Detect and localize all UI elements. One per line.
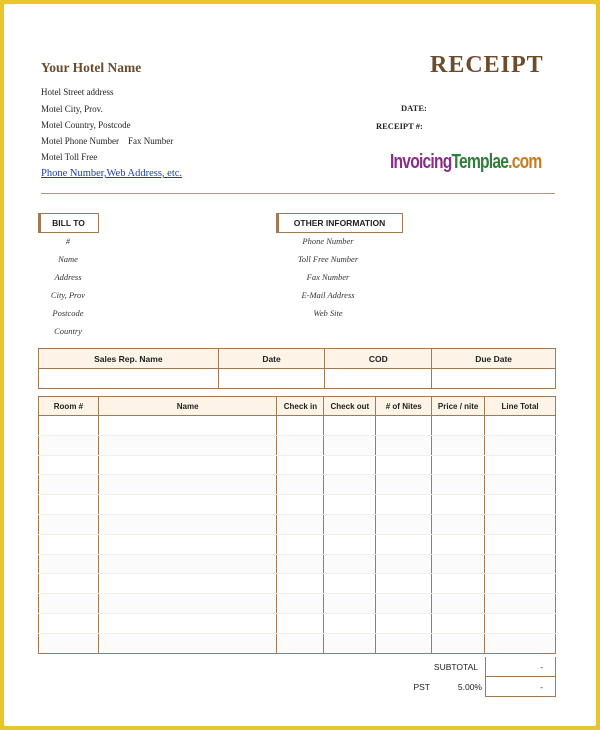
subtotal-cell [485,657,556,677]
due-date-cell[interactable] [432,369,556,389]
hotel-street-address: Hotel Street address [41,87,114,97]
table-row [39,574,556,594]
date-label: DATE: [401,103,427,113]
receipt-page [4,4,596,726]
table-row [39,435,556,455]
bill-to-country: Country [54,326,82,336]
pst-label: PST [413,682,430,692]
table-row [39,455,556,475]
logo-part-3: .com [508,151,542,173]
hotel-city: Motel City, Prov. [41,104,103,114]
cod-cell[interactable] [325,369,432,389]
table-row [39,534,556,554]
table-row [39,514,556,534]
receipt-title: RECEIPT [430,52,544,78]
logo-part-2: Templae [451,151,509,173]
pst-cell [485,677,556,697]
hotel-country-postcode: Motel Country, Postcode [41,120,131,130]
table-row [39,416,556,436]
invoicing-template-logo [390,151,541,174]
price-per-nite-header: Price / nite [432,397,485,416]
sales-date-header: Date [218,349,325,369]
other-fax-number: Fax Number [306,272,350,282]
other-information-header: OTHER INFORMATION [276,213,403,233]
subtotal-value: - [540,662,543,672]
check-out-header: Check out [324,397,376,416]
due-date-header: Due Date [432,349,556,369]
table-row [39,554,556,574]
receipt-number-label: RECEIPT #: [376,121,423,131]
nites-header: # of Nites [376,397,432,416]
hotel-phone-fax: Motel Phone Number Fax Number [41,136,174,146]
web-address-link[interactable]: Phone Number,Web Address, etc. [41,168,183,179]
item-name-header: Name [98,397,277,416]
table-row [39,613,556,633]
pst-rate: 5.00% [457,682,482,692]
hotel-toll-free: Motel Toll Free [41,152,98,162]
subtotal-label: SUBTOTAL [433,662,478,672]
bill-to-address: Address [54,272,82,282]
header-divider [41,193,555,194]
other-phone-number: Phone Number [302,236,354,246]
bill-to-number: # [65,236,71,246]
table-row [39,475,556,495]
other-toll-free-number: Toll Free Number [297,254,359,264]
logo-part-1: Invoicing [390,151,452,173]
table-row [39,594,556,614]
pst-value: - [540,682,543,692]
other-email-address: E-Mail Address [301,290,355,300]
sales-rep-header: Sales Rep. Name [39,349,219,369]
room-items-table [38,396,556,654]
hotel-name: Your Hotel Name [41,60,142,75]
bill-to-city: City, Prov [50,290,86,300]
check-in-header: Check in [277,397,324,416]
other-web-site: Web Site [313,308,343,318]
table-row [39,495,556,515]
cod-header: COD [325,349,432,369]
table-row [39,633,556,653]
sales-rep-cell[interactable] [39,369,219,389]
sales-info-table [38,348,556,389]
bill-to-name: Name [58,254,78,264]
room-number-header: Room # [39,397,99,416]
bill-to-header: BILL TO [38,213,99,233]
line-total-header: Line Total [485,397,556,416]
sales-date-cell[interactable] [218,369,325,389]
bill-to-postcode: Postcode [52,308,84,318]
